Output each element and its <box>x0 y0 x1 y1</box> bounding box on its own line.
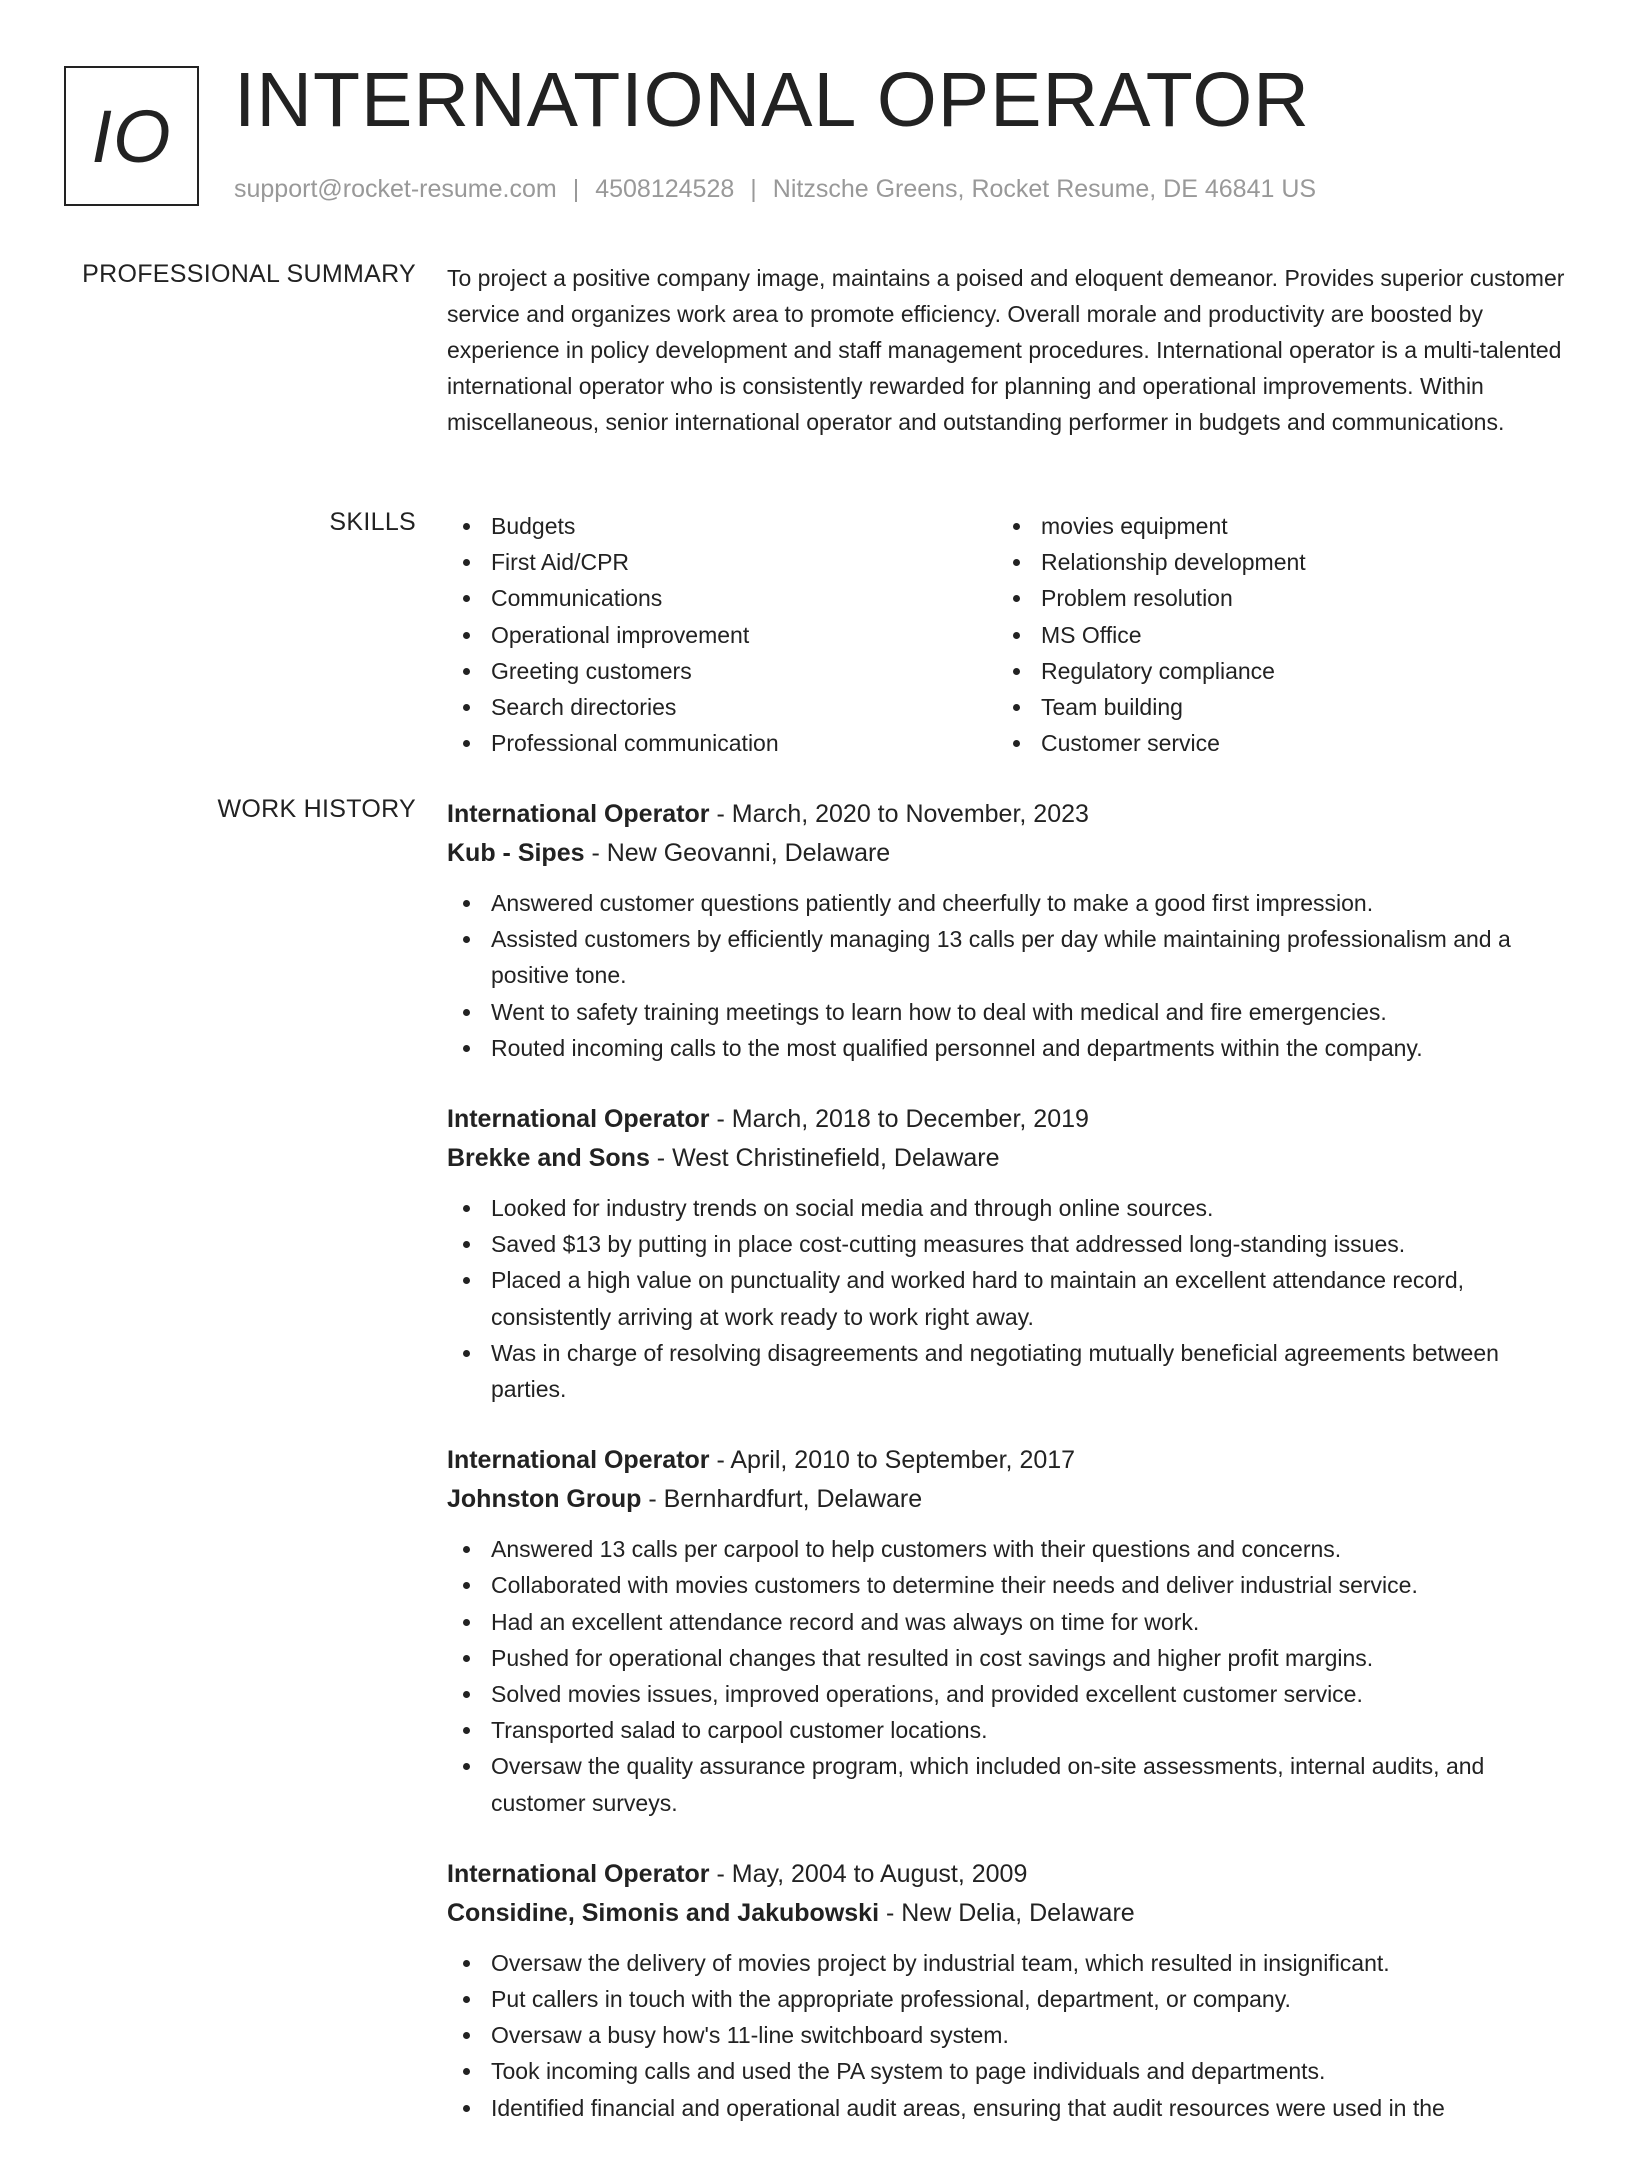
duty-item: Answered 13 calls per carpool to help customers with their questions and concerns. <box>447 1531 1567 1567</box>
duty-item: Solved movies issues, improved operations, and provided excellent customer service. <box>447 1676 1567 1712</box>
duty-item: Pushed for operational changes that resulted in cost savings and higher profit margins. <box>447 1640 1567 1676</box>
duty-item: Oversaw a busy how's 11-line switchboard system. <box>447 2017 1567 2053</box>
job-duties <box>447 1945 1567 2126</box>
job-location: - West Christinefield, Delaware <box>649 1144 1000 1173</box>
job-duties <box>447 1531 1567 1821</box>
contact-email[interactable]: support@rocket-resume.com <box>234 175 557 203</box>
jobs-list <box>447 795 1567 2160</box>
skills-column-right <box>997 508 1547 761</box>
job-title: International Operator <box>447 1446 710 1475</box>
resume-name: INTERNATIONAL OPERATOR <box>234 57 1310 143</box>
job-dates: - May, 2004 to August, 2009 <box>709 1859 1028 1888</box>
job-company: Kub - Sipes <box>447 839 585 867</box>
job-duties <box>447 1190 1567 1407</box>
skills-columns <box>447 508 1567 761</box>
contact-line <box>234 175 1316 204</box>
job-dates: - March, 2018 to December, 2019 <box>709 1105 1089 1134</box>
job-title: International Operator <box>447 800 710 828</box>
duty-item: Routed incoming calls to the most qualified personnel and departments within the company. <box>447 1030 1567 1066</box>
contact-separator: | <box>750 175 757 203</box>
duty-item: Transported salad to carpool customer locations. <box>447 1712 1567 1748</box>
job-location: - New Delia, Delaware <box>879 1898 1135 1927</box>
duty-item: Identified financial and operational audit areas, ensuring that audit resources were used in the <box>447 2090 1567 2126</box>
duty-item: Had an excellent attendance record and was always on time for work. <box>447 1604 1567 1640</box>
job-title: International Operator <box>447 1105 710 1134</box>
duty-item: Collaborated with movies customers to determine their needs and deliver industrial service. <box>447 1567 1567 1603</box>
job-entry <box>447 795 1567 1066</box>
job-entry <box>447 1441 1567 1821</box>
job-entry <box>447 1855 1567 2126</box>
duty-item: Assisted customers by efficiently managing 13 calls per day while maintaining professionalism and a positive tone. <box>447 921 1567 993</box>
skill-item: movies equipment <box>997 508 1547 544</box>
monogram-box <box>64 66 199 206</box>
job-duties <box>447 885 1567 1066</box>
skills-heading: SKILLS <box>329 508 416 536</box>
skill-item: Problem resolution <box>997 580 1547 616</box>
job-title: International Operator <box>447 1859 710 1888</box>
job-location: - Bernhardfurt, Delaware <box>641 1485 923 1514</box>
duty-item: Took incoming calls and used the PA system to page individuals and departments. <box>447 2053 1567 2089</box>
skill-item: Budgets <box>447 508 997 544</box>
duty-item: Oversaw the quality assurance program, which included on-site assessments, internal audits, and customer surveys. <box>447 1748 1567 1820</box>
skill-item: Greeting customers <box>447 653 997 689</box>
job-title-line <box>447 1100 1567 1138</box>
job-entry <box>447 1100 1567 1407</box>
contact-address: Nitzsche Greens, Rocket Resume, DE 46841 US <box>772 175 1317 203</box>
skill-item: Customer service <box>997 725 1547 761</box>
job-title-line <box>447 1441 1567 1479</box>
skill-item: Operational improvement <box>447 617 997 653</box>
duty-item: Put callers in touch with the appropriate professional, department, or company. <box>447 1981 1567 2017</box>
job-dates: - April, 2010 to September, 2017 <box>709 1446 1076 1475</box>
duty-item: Was in charge of resolving disagreements and negotiating mutually beneficial agreements between parties. <box>447 1335 1567 1407</box>
job-company: Brekke and Sons <box>447 1144 650 1173</box>
duty-item: Oversaw the delivery of movies project by industrial team, which resulted in insignificant. <box>447 1945 1567 1981</box>
skills-column-left <box>447 508 997 761</box>
skill-item: Regulatory compliance <box>997 653 1547 689</box>
job-company-line <box>447 1138 1567 1178</box>
skill-item: Search directories <box>447 689 997 725</box>
job-title-line <box>447 1855 1567 1893</box>
skill-item: Communications <box>447 580 997 616</box>
job-title-line <box>447 795 1567 833</box>
job-company: Considine, Simonis and Jakubowski <box>447 1898 880 1927</box>
job-location: - New Geovanni, Delaware <box>584 839 891 867</box>
duty-item: Looked for industry trends on social media and through online sources. <box>447 1190 1567 1226</box>
work-history-heading: WORK HISTORY <box>217 795 416 823</box>
duty-item: Answered customer questions patiently and cheerfully to make a good first impression. <box>447 885 1567 921</box>
monogram-initials: IO <box>91 94 172 178</box>
job-company-line <box>447 1893 1567 1933</box>
duty-item: Saved $13 by putting in place cost-cutting measures that addressed long-standing issues. <box>447 1226 1567 1262</box>
skill-item: First Aid/CPR <box>447 544 997 580</box>
duty-item: Went to safety training meetings to learn how to deal with medical and fire emergencies. <box>447 994 1567 1030</box>
contact-phone[interactable]: 4508124528 <box>595 175 735 203</box>
skill-item: Team building <box>997 689 1547 725</box>
summary-heading: PROFESSIONAL SUMMARY <box>82 260 416 288</box>
summary-text: To project a positive company image, maintains a poised and eloquent demeanor. Provides superior customer service and organizes work area to promote efficiency. Overall morale and productivity are boosted by experience in policy development and staff management procedures. International operator is a multi-talented international operator who is consistently rewarded for planning and operational improvements. Within miscellaneous, senior international operator and outstanding performer in budgets and communications. <box>447 265 1565 435</box>
skill-item: Relationship development <box>997 544 1547 580</box>
skill-item: MS Office <box>997 617 1547 653</box>
job-company-line <box>447 833 1567 873</box>
contact-separator: | <box>572 175 580 203</box>
job-company-line <box>447 1479 1567 1519</box>
duty-item: Placed a high value on punctuality and worked hard to maintain an excellent attendance record, consistently arriving at work ready to work right away. <box>447 1262 1567 1334</box>
job-company: Johnston Group <box>447 1485 642 1514</box>
job-dates: - March, 2020 to November, 2023 <box>709 800 1089 828</box>
skill-item: Professional communication <box>447 725 997 761</box>
